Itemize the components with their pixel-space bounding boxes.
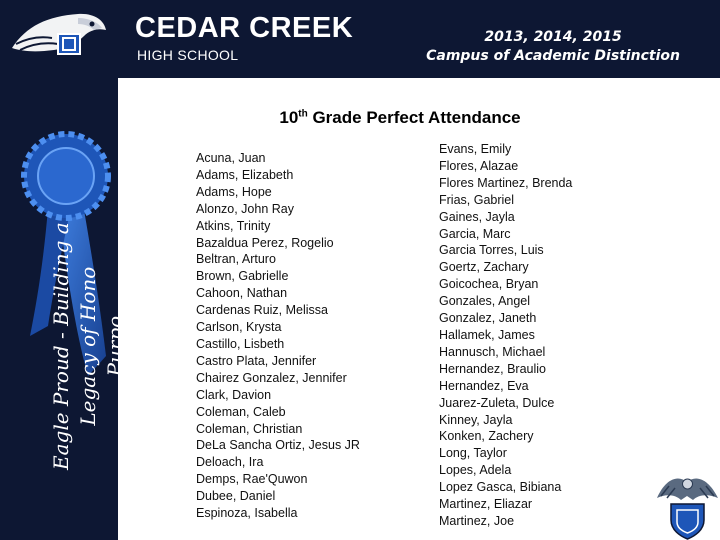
header-banner [0,0,720,78]
student-name: Alonzo, John Ray [196,201,294,216]
student-name: Flores Martinez, Brenda [439,175,573,190]
motto-line: Purpo [103,315,127,377]
student-name: Hernandez, Braulio [439,361,547,376]
student-list-left [196,150,360,522]
student-name: Atkins, Trinity [196,218,271,233]
eagle-crest-icon [655,468,720,540]
student-name: Cahoon, Nathan [196,286,288,301]
distinction-years: 2013, 2014, 2015 [484,29,622,45]
student-name: Hannusch, Michael [439,344,546,359]
motto-text [48,222,129,470]
school-name: CEDAR CREEK [135,12,354,44]
motto-area [0,78,127,540]
student-name: Long, Taylor [439,446,507,461]
student-name: Bazaldua Perez, Rogelio [196,235,334,250]
student-name: Hallamek, James [439,327,535,342]
student-name: Goertz, Zachary [439,260,529,275]
student-name: Evans, Emily [439,142,512,156]
student-name: Clark, Davion [196,387,272,402]
title-text: Grade Perfect Attendance [307,108,521,127]
student-name: Frias, Gabriel [439,192,515,207]
student-list-right [439,141,572,530]
title-grade: 10 [279,108,299,127]
title-ordinal: th [298,108,308,120]
student-name: Martinez, Eliazar [439,497,533,512]
sidebar-panel [0,78,127,540]
student-name: Garcia Torres, Luis [439,243,544,258]
student-name: Coleman, Caleb [196,404,286,419]
distinction-text: Campus of Academic Distinction [426,48,680,64]
student-name: Lopez Gasca, Bibiana [439,480,562,495]
page-title [225,108,575,128]
student-name: Acuna, Juan [196,151,266,165]
student-name: DeLa Sancha Ortiz, Jesus JR [196,438,360,453]
student-name: Martinez, Joe [439,513,515,528]
student-name: Kinney, Jayla [439,412,513,427]
student-name: Carlson, Krysta [196,320,282,335]
eagle-logo-icon [8,8,108,66]
student-name: Deloach, Ira [196,455,264,470]
student-name: Konken, Zachery [439,429,534,444]
student-name: Juarez-Zuleta, Dulce [439,395,555,410]
motto-line: Legacy of Hono [76,266,100,426]
student-name: Castillo, Lisbeth [196,336,285,351]
distinction-block [426,28,680,66]
student-name: Goicochea, Bryan [439,277,539,292]
student-name: Beltran, Arturo [196,252,276,267]
student-name: Coleman, Christian [196,421,303,436]
student-name: Castro Plata, Jennifer [196,353,317,368]
student-name: Flores, Alazae [439,158,519,173]
student-name: Lopes, Adela [439,463,512,478]
school-subtitle: HIGH SCHOOL [137,47,239,63]
student-name: Gaines, Jayla [439,209,515,224]
student-name: Adams, Elizabeth [196,167,294,182]
student-name: Hernandez, Eva [439,378,529,393]
student-name: Brown, Gabrielle [196,269,289,284]
student-name: Cardenas Ruiz, Melissa [196,303,328,318]
student-name: Chairez Gonzalez, Jennifer [196,370,347,385]
student-name: Espinoza, Isabella [196,506,298,521]
student-name: Dubee, Daniel [196,489,276,504]
student-name: Demps, Rae'Quwon [196,472,308,487]
student-name: Gonzales, Angel [439,294,531,309]
student-name: Garcia, Marc [439,226,511,241]
student-name: Adams, Hope [196,184,272,199]
student-name: Gonzalez, Janeth [439,311,537,326]
motto-line: Eagle Proud - Building a [49,222,73,470]
